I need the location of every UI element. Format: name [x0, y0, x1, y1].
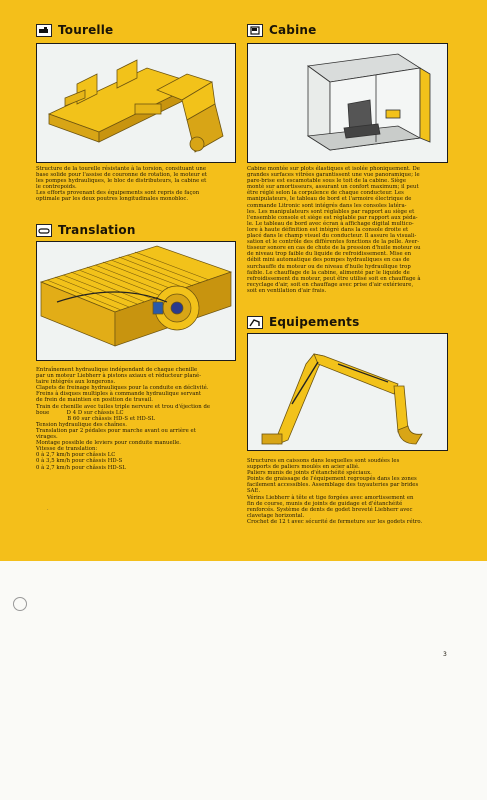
text-line: Cabine montée sur plots élastiques et isolée phoniquement. De	[247, 166, 420, 172]
text-line: Clapets de freinage hydrauliques pour la conduite en déclivité.	[36, 385, 209, 392]
tourelle-text	[36, 166, 236, 203]
text-line: lore à haute définition est intégré dans la console droite et	[247, 226, 409, 233]
text-line: Freins à disques multiples à commande hydraulique servant	[36, 391, 202, 398]
text-line: supports de paliers moulés en acier allié.	[247, 464, 360, 471]
text-line: manipulateurs, le tableau de bord et l'armoire électrique de	[247, 196, 412, 203]
tourelle-icon	[36, 24, 52, 37]
text-line: de niveau trop faible du liquide de refroidissement. Mise en	[247, 251, 412, 258]
text-line: 0 à 2,7 km/h pour châssis HD-SL	[36, 464, 126, 471]
boom-icon	[247, 316, 263, 329]
section-equipements-header	[247, 314, 359, 330]
text-line: 0 à 3,5 km/h pour châssis HD-S	[36, 458, 123, 465]
binder-hole	[13, 597, 27, 611]
text-line: commande Litronic sont intégrés dans les consoles latéra-	[247, 202, 407, 209]
text-line: par un moteur Liebherr à pistons axiaux et réducteur plané-	[36, 373, 202, 380]
translation-illustration	[36, 241, 236, 361]
text-line: surchauffe du moteur ou de niveau d'huile hydraulique trop	[247, 263, 411, 270]
text-line: Translation par 2 pédales pour marche avant ou arrière et	[36, 427, 196, 434]
text-line: être réglé selon la corpulence de chaque conducteur. Les	[247, 190, 404, 197]
text-line: placé dans le champ visuel du conducteur. Il assure la visuali-	[247, 233, 417, 240]
text-line: B 60 sur châssis HD-S et HD-SL	[36, 415, 156, 422]
text-line: débit mini automatique des pompes hydrauliques en cas de	[247, 257, 410, 264]
cabin-icon	[247, 24, 263, 37]
track-icon	[36, 224, 52, 237]
equipements-illustration	[247, 333, 448, 451]
text-line: Crochet de 12 t avec sécurité de fermeture sur les godets rétro.	[247, 518, 423, 525]
section-tourelle-header	[36, 22, 113, 38]
text-line: clavetage horizontal.	[247, 512, 305, 519]
text-line: soit en ventilation d'air frais.	[247, 287, 327, 294]
text-line: sation et le contrôle des différentes fonctions de la pelle. Aver-	[247, 239, 420, 246]
text-line: virages.	[36, 434, 58, 441]
text-line: 0 à 2,7 km/h pour châssis LC	[36, 452, 116, 459]
text-line: Structures en caissons dans lesquelles sont soudées les	[247, 458, 400, 464]
text-line: recyclage d'air, soit en chauffage avec prise d'air extérieure,	[247, 281, 414, 288]
text-line: Entraînement hydraulique indépendant de chaque chenille	[36, 367, 198, 373]
text-line: boue D 4 D sur châssis LC	[36, 409, 124, 416]
text-line: Montage possible de leviers pour conduite manuelle.	[36, 440, 182, 447]
text-line: pare-brise est escamotable sous le toit de la cabine. Siège	[247, 178, 407, 185]
text-line: tisseur sonore en cas de chute de la pression d'huile moteur ou	[247, 245, 421, 252]
section-translation-header	[36, 222, 136, 238]
page-number: 3	[443, 651, 447, 658]
translation-text	[36, 367, 236, 471]
cabine-text	[247, 166, 451, 294]
text-line: Paliers munis de joints d'étanchéité spéciaux.	[247, 470, 372, 477]
text-line: Points de graissage de l'équipement regroupés dans les zones	[247, 476, 417, 483]
text-line: les. Les manipulateurs sont réglables par rapport au siège et	[247, 208, 415, 215]
text-line: le contrepoids.	[36, 184, 77, 191]
text-line: Les efforts provenant des équipements sont repris de façon	[36, 190, 200, 197]
text-line: de frein de maintien en position de travail.	[36, 397, 153, 404]
text-line: base solide pour l'assise de couronne de rotation, le moteur et	[36, 172, 207, 179]
text-line: refroidissement du moteur, peut être utilisé soit en chauffage à	[247, 275, 421, 282]
text-line: les pompes hydrauliques, le bloc de distributeurs, la cabine et	[36, 178, 207, 185]
text-line: SAE.	[247, 488, 261, 495]
text-line: Vitesse de translation:	[36, 446, 98, 453]
text-line: Train de chenille avec tuiles triple nervure et trou d'éjection de	[36, 403, 211, 410]
text-line: Structure de la tourelle résistante à la torsion, consituant une	[36, 166, 207, 172]
text-line: l'ensemble console et siège est réglable par rapport aux péda-	[247, 214, 418, 221]
text-line: faible. Le chauffage de la cabine, alimenté par le liquide de	[247, 269, 410, 276]
section-cabine-header	[247, 22, 317, 38]
text-line: renforcés. Système de dents de godet breveté Liebherr avec	[247, 506, 413, 513]
cabine-illustration	[247, 43, 448, 163]
tourelle-illustration	[36, 43, 236, 163]
text-line: monté sur amortisseurs, assurant un confort maximum; il peut	[247, 184, 419, 191]
text-line: le. Le tableau de bord avec écran à affichage digital multico-	[247, 220, 414, 227]
text-line: Vérins Liebherr à tête et tige forgées avec amortissement en	[247, 494, 414, 501]
text-line: taire intégrés aux longerons.	[36, 379, 116, 386]
translation-title: Translation	[58, 223, 136, 237]
text-line: grandes surfaces vitrées garantissent une vue panoramique; le	[247, 172, 420, 179]
cabine-title: Cabine	[269, 23, 317, 37]
text-line: Tension hydraulique des chaînes.	[36, 421, 127, 428]
equipements-title: Equipements	[269, 315, 360, 329]
text-line: fin de course, munis de joints de guidage et d'étanchéité	[247, 500, 403, 507]
tourelle-title: Tourelle	[58, 23, 114, 37]
text-line: optimale par les deux poutres longitudinales monobloc.	[36, 196, 189, 203]
equipements-text	[247, 458, 451, 525]
text-line: facilement accessibles. Assemblage des tuyauteries par brides	[247, 482, 419, 489]
speck: ·	[47, 507, 49, 513]
